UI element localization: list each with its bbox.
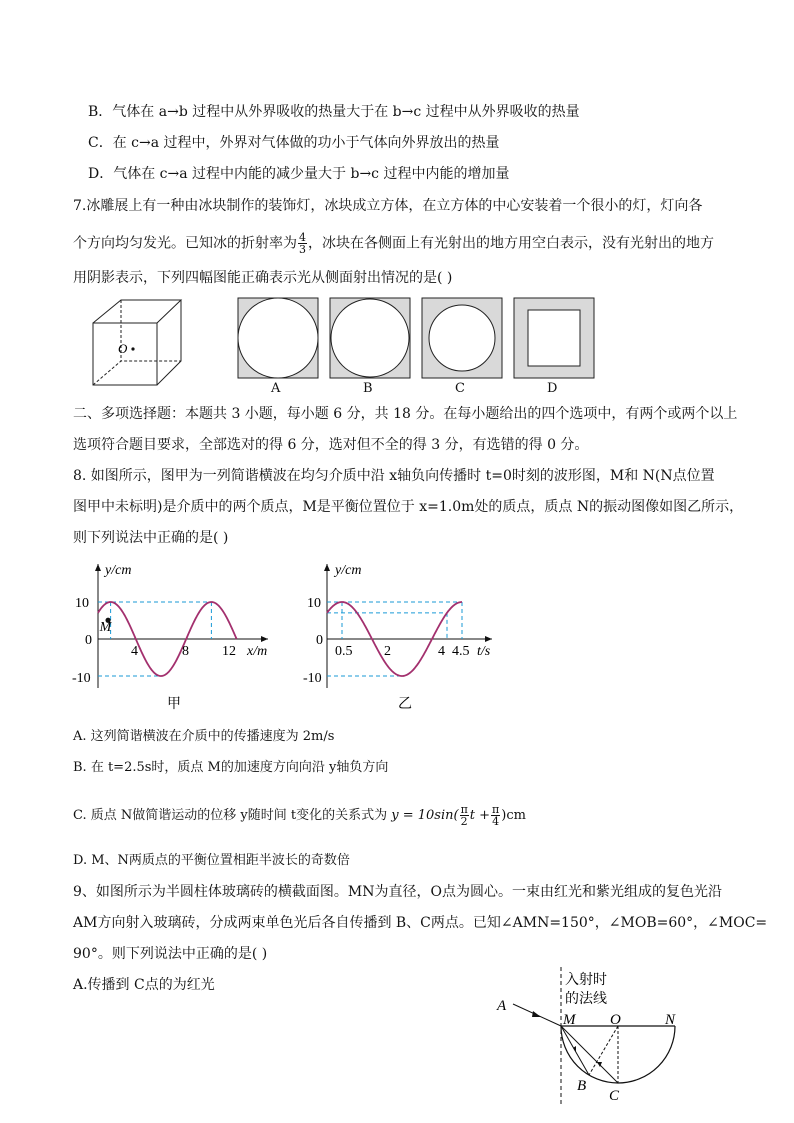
incident-arrow-icon bbox=[532, 1011, 541, 1017]
refractive-index-fraction bbox=[298, 232, 307, 255]
q7-line3: 用阴影表示，下列四幅图能正确表示光从侧面射出情况的是( ) bbox=[73, 270, 453, 286]
q7-line2 bbox=[73, 232, 714, 255]
glass-semicircle-diagram bbox=[485, 962, 715, 1112]
radius-ob bbox=[589, 1026, 618, 1075]
option-a-label: A bbox=[271, 381, 281, 396]
y-tick-10: 10 bbox=[307, 596, 321, 611]
option-b-label: B bbox=[363, 381, 373, 396]
option-d-figure bbox=[514, 298, 594, 378]
vibration-chart-yi bbox=[303, 558, 506, 718]
q8-option-a: A. 这列简谐横波在介质中的传播速度为 2m/s bbox=[73, 729, 335, 744]
q8-option-c bbox=[73, 804, 526, 827]
q9-option-a: A.传播到 C点的为红光 bbox=[73, 977, 215, 993]
y-tick-minus10: -10 bbox=[72, 671, 91, 686]
section2-line1: 二、多项选择题：本题共 3 小题，每小题 6 分，共 18 分。在每小题给出的四个选项中，有两个或两个以上 bbox=[73, 406, 738, 422]
formula-part-a: y = 10sin( bbox=[391, 808, 459, 823]
frac-den: 3 bbox=[299, 243, 306, 256]
pi-over-2: $\frac{\pi}{2}$ bbox=[460, 803, 468, 828]
label-c: C bbox=[609, 1088, 620, 1104]
y-axis-label: y/cm bbox=[105, 563, 132, 578]
formula-t-plus: t + bbox=[469, 808, 491, 823]
q9-line3: 90°。则下列说法中正确的是( ) bbox=[73, 946, 268, 962]
option-d-label: D bbox=[547, 381, 558, 396]
x-tick-8: 8 bbox=[182, 644, 189, 659]
y-axis-label: y/cm bbox=[335, 563, 362, 578]
x-tick-12: 12 bbox=[222, 644, 236, 659]
cube-hidden-edges bbox=[93, 361, 181, 385]
section2-line2: 选项符合题目要求，全部选对的得 6 分，选对但不全的得 3 分，有选错的得 0 分。 bbox=[73, 437, 589, 453]
q6-option-b: B．气体在 a→b 过程中从外界吸收的热量大于在 b→c 过程中从外界吸收的热量 bbox=[88, 104, 580, 120]
pi-over-4: $\frac{\pi}{4}$ bbox=[492, 803, 500, 828]
t-axis-label: t/s bbox=[477, 644, 491, 659]
wave-chart-jia bbox=[72, 558, 290, 718]
label-o: O bbox=[610, 1012, 621, 1028]
x-tick-4: 4 bbox=[131, 644, 138, 659]
option-c-label: C bbox=[455, 381, 465, 396]
q8-option-c-prefix: C. 质点 N做简谐运动的位移 y随时间 t变化的关系式为 bbox=[73, 808, 388, 823]
point-m-label: M bbox=[99, 619, 112, 635]
q6-option-d: D．气体在 c→a 过程中内能的减少量大于 b→c 过程中内能的增加量 bbox=[88, 166, 510, 182]
q9-line1: 9、如图所示为半圆柱体玻璃砖的横截面图。MN为直径，O点为圆心。一束由红光和紫光组成的复色光沿 bbox=[73, 884, 722, 900]
cube-figure bbox=[85, 295, 190, 395]
q8-option-b: B. 在 t=2.5s时，质点 M的加速度方向向沿 y轴负方向 bbox=[73, 760, 389, 775]
q7-options-figure bbox=[236, 296, 598, 380]
label-a: A bbox=[497, 998, 507, 1014]
label-b: B bbox=[577, 1078, 587, 1094]
chart-title-yi: 乙 bbox=[398, 697, 412, 712]
y-tick-0: 0 bbox=[85, 633, 92, 648]
option-b-figure bbox=[330, 298, 410, 378]
cube-right-edges bbox=[157, 300, 181, 385]
q8-option-d: D. M、N两质点的平衡位置相距半波长的奇数倍 bbox=[73, 853, 350, 868]
chart-title-jia: 甲 bbox=[167, 697, 181, 712]
q7-line1: 7.冰雕展上有一种由冰块制作的装饰灯，冰块成立方体，在立方体的中心安装着一个很小的灯，灯向各 bbox=[73, 198, 703, 214]
t-tick-4.5: 4.5 bbox=[452, 644, 470, 659]
q8-line1: 8. 如图所示，图甲为一列简谐横波在均匀介质中沿 x轴负向传播时 t=0时刻的波形图，M和 N(N点位置 bbox=[73, 468, 715, 484]
frac-num: 4 bbox=[299, 231, 306, 244]
q7-line2a: 个方向均匀发光。已知冰的折射率为 bbox=[73, 235, 297, 252]
cube-center-label: O bbox=[118, 341, 128, 356]
t-tick-4: 4 bbox=[438, 644, 445, 659]
q7-line2b: ，冰块在各侧面上有光射出的地方用空白表示，没有光射出的地方 bbox=[308, 235, 714, 252]
q8-line3: 则下列说法中正确的是( ) bbox=[73, 530, 229, 546]
q6-option-c: C．在 c→a 过程中，外界对气体做的功小于气体向外界放出的热量 bbox=[88, 135, 500, 151]
label-m: M bbox=[563, 1012, 576, 1028]
y-tick-minus10: -10 bbox=[303, 671, 322, 686]
q8-line2: 图甲中未标明)是介质中的两个质点，M是平衡位置位于 x=1.0m处的质点，质点 N的振动图像如图乙所示， bbox=[73, 499, 744, 515]
normal-label-line1: 入射时 bbox=[565, 973, 607, 988]
label-n: N bbox=[665, 1012, 676, 1028]
q9-line2: AM方向射入玻璃砖，分成两束单色光后各自传播到 B、C两点。已知∠AMN=150°，∠MOB=60°，∠MOC= bbox=[73, 915, 768, 931]
option-a-figure bbox=[238, 298, 318, 378]
x-axis-label: x/m bbox=[247, 644, 268, 659]
y-tick-10: 10 bbox=[75, 596, 89, 611]
option-c-figure bbox=[422, 298, 502, 378]
normal-label-line2: 的法线 bbox=[565, 992, 607, 1007]
formula-part-b: )cm bbox=[501, 808, 526, 823]
t-tick-0.5: 0.5 bbox=[335, 644, 353, 659]
cube-center-dot bbox=[131, 347, 134, 350]
semicircle-arc bbox=[561, 1026, 675, 1083]
cube-top-edges bbox=[93, 300, 181, 323]
t-tick-2: 2 bbox=[384, 644, 391, 659]
y-tick-0: 0 bbox=[316, 633, 323, 648]
